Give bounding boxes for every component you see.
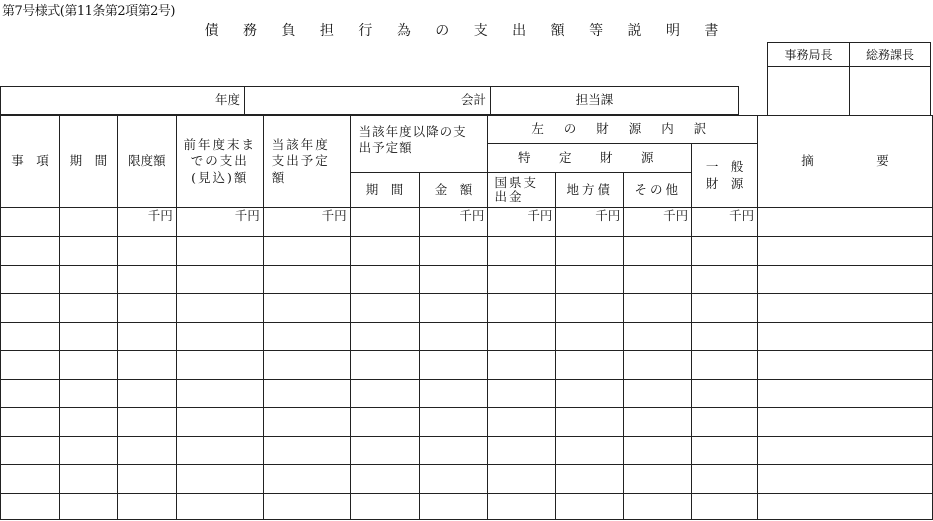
table-cell[interactable]: [419, 237, 488, 266]
table-cell[interactable]: [176, 436, 263, 465]
account-label: 会計: [460, 92, 486, 108]
table-cell[interactable]: [488, 294, 556, 323]
table-cell[interactable]: [263, 351, 350, 380]
table-cell[interactable]: [1, 322, 60, 351]
header-other: その他: [624, 173, 692, 208]
table-cell[interactable]: [758, 237, 933, 266]
table-cell[interactable]: [117, 379, 176, 408]
table-cell[interactable]: [758, 436, 933, 465]
table-cell[interactable]: [263, 322, 350, 351]
document-title: 債 務 負 担 行 為 の 支 出 額 等 説 明 書: [204, 23, 729, 39]
table-cell[interactable]: [758, 408, 933, 437]
table-cell[interactable]: [59, 436, 117, 465]
approval-section-chief-stamp-area[interactable]: [850, 67, 930, 115]
table-cell[interactable]: [350, 237, 419, 266]
table-cell[interactable]: [419, 379, 488, 408]
cell-after-amount-unit[interactable]: 千円: [419, 208, 488, 237]
header-after-amount: 金 額: [419, 173, 488, 208]
table-row: [1, 294, 933, 323]
cell-remarks[interactable]: [758, 208, 933, 237]
table-cell[interactable]: [117, 351, 176, 380]
cell-subsidy-unit[interactable]: 千円: [488, 208, 556, 237]
table-cell[interactable]: [59, 351, 117, 380]
table-cell[interactable]: [556, 408, 624, 437]
table-cell[interactable]: [692, 322, 758, 351]
table-cell[interactable]: [117, 465, 176, 494]
fiscal-year-label: 年度: [214, 92, 240, 108]
table-cell[interactable]: [624, 436, 692, 465]
table-cell[interactable]: [556, 351, 624, 380]
table-row: [1, 208, 933, 237]
table-cell[interactable]: [488, 465, 556, 494]
table-cell[interactable]: [556, 493, 624, 519]
table-cell[interactable]: [758, 322, 933, 351]
table-cell[interactable]: [556, 436, 624, 465]
table-cell[interactable]: [624, 265, 692, 294]
header-period: 期 間: [59, 116, 117, 208]
table-cell[interactable]: [488, 351, 556, 380]
table-cell[interactable]: [1, 379, 60, 408]
table-row: [1, 436, 933, 465]
table-cell[interactable]: [1, 436, 60, 465]
table-cell[interactable]: [758, 294, 933, 323]
table-cell[interactable]: [176, 408, 263, 437]
table-cell[interactable]: [263, 408, 350, 437]
header-local-bond: 地方債: [556, 173, 624, 208]
table-cell[interactable]: [117, 265, 176, 294]
table-cell[interactable]: [176, 379, 263, 408]
table-cell[interactable]: [117, 294, 176, 323]
header-general-funding: 一 般 財 源: [692, 144, 758, 208]
table-cell[interactable]: [350, 465, 419, 494]
table-cell[interactable]: [624, 237, 692, 266]
cell-current-year-unit[interactable]: 千円: [263, 208, 350, 237]
table-cell[interactable]: [624, 408, 692, 437]
table-cell[interactable]: [176, 265, 263, 294]
table-cell[interactable]: [117, 493, 176, 519]
cell-period[interactable]: [59, 208, 117, 237]
table-cell[interactable]: [350, 493, 419, 519]
cell-after-period[interactable]: [350, 208, 419, 237]
form-number-label: 第7号様式(第11条第2項第2号): [2, 4, 175, 19]
table-cell[interactable]: [556, 237, 624, 266]
table-cell[interactable]: [692, 294, 758, 323]
header-prev-year-expenditure: 前年度末までの支出(見込)額: [176, 116, 263, 208]
table-cell[interactable]: [59, 294, 117, 323]
table-cell[interactable]: [692, 265, 758, 294]
cell-limit-unit[interactable]: 千円: [117, 208, 176, 237]
table-cell[interactable]: [556, 322, 624, 351]
table-cell[interactable]: [556, 379, 624, 408]
table-cell[interactable]: [176, 465, 263, 494]
table-cell[interactable]: [419, 351, 488, 380]
table-cell[interactable]: [624, 493, 692, 519]
table-cell[interactable]: [176, 294, 263, 323]
table-cell[interactable]: [263, 493, 350, 519]
approval-director-header: 事務局長: [768, 43, 850, 67]
table-cell[interactable]: [1, 493, 60, 519]
table-cell[interactable]: [59, 237, 117, 266]
table-cell[interactable]: [758, 265, 933, 294]
table-cell[interactable]: [1, 351, 60, 380]
table-cell[interactable]: [263, 294, 350, 323]
table-cell[interactable]: [59, 379, 117, 408]
table-cell[interactable]: [624, 379, 692, 408]
table-cell[interactable]: [556, 465, 624, 494]
header-after-period: 期 間: [350, 173, 419, 208]
table-cell[interactable]: [692, 408, 758, 437]
table-cell[interactable]: [692, 465, 758, 494]
table-cell[interactable]: [624, 465, 692, 494]
info-row-table: [0, 86, 739, 115]
table-cell[interactable]: [1, 465, 60, 494]
header-after-current-year: 当該年度以降の支出予定額: [350, 116, 488, 173]
table-cell[interactable]: [117, 322, 176, 351]
table-row: [1, 408, 933, 437]
table-row: [1, 265, 933, 294]
table-cell[interactable]: [176, 493, 263, 519]
table-cell[interactable]: [419, 322, 488, 351]
header-national-prefectural-subsidy: 国県支出金: [488, 173, 556, 208]
header-item: 事 項: [1, 116, 60, 208]
table-cell[interactable]: [176, 351, 263, 380]
table-cell[interactable]: [692, 379, 758, 408]
table-cell[interactable]: [419, 436, 488, 465]
table-row: [1, 322, 933, 351]
table-cell[interactable]: [350, 436, 419, 465]
table-cell[interactable]: [692, 237, 758, 266]
table-row: [1, 493, 933, 519]
cell-item[interactable]: [1, 208, 60, 237]
table-cell[interactable]: [176, 322, 263, 351]
table-cell[interactable]: [350, 294, 419, 323]
obligation-expenditure-table: [0, 115, 933, 520]
table-cell[interactable]: [758, 465, 933, 494]
table-cell[interactable]: [59, 265, 117, 294]
table-cell[interactable]: [624, 351, 692, 380]
table-cell[interactable]: [488, 322, 556, 351]
table-cell[interactable]: [419, 465, 488, 494]
table-cell[interactable]: [556, 265, 624, 294]
table-cell[interactable]: [117, 436, 176, 465]
table-cell[interactable]: [263, 436, 350, 465]
table-cell[interactable]: [263, 237, 350, 266]
table-cell[interactable]: [350, 351, 419, 380]
table-cell[interactable]: [488, 265, 556, 294]
table-cell[interactable]: [419, 265, 488, 294]
table-cell[interactable]: [488, 493, 556, 519]
table-cell[interactable]: [488, 379, 556, 408]
table-cell[interactable]: [1, 237, 60, 266]
approval-box: [767, 42, 931, 116]
table-cell[interactable]: [350, 322, 419, 351]
account-field[interactable]: [245, 87, 491, 115]
fiscal-year-field[interactable]: [1, 87, 245, 115]
table-cell[interactable]: [488, 237, 556, 266]
table-row: [1, 237, 933, 266]
table-cell[interactable]: [758, 379, 933, 408]
table-cell[interactable]: [350, 379, 419, 408]
department-field[interactable]: [491, 87, 739, 115]
table-cell[interactable]: [350, 408, 419, 437]
cell-other-unit[interactable]: 千円: [624, 208, 692, 237]
table-row: [1, 465, 933, 494]
table-cell[interactable]: [59, 408, 117, 437]
header-remarks: 摘 要: [758, 116, 933, 208]
table-cell[interactable]: [556, 294, 624, 323]
table-cell[interactable]: [624, 294, 692, 323]
cell-general-unit[interactable]: 千円: [692, 208, 758, 237]
table-cell[interactable]: [117, 237, 176, 266]
header-current-year-planned: 当該年度支出予定額: [263, 116, 350, 208]
header-limit-amount: 限度額: [117, 116, 176, 208]
table-cell[interactable]: [419, 408, 488, 437]
table-cell[interactable]: [692, 493, 758, 519]
table-cell[interactable]: [692, 436, 758, 465]
table-cell[interactable]: [350, 265, 419, 294]
table-cell[interactable]: [624, 322, 692, 351]
table-cell[interactable]: [59, 465, 117, 494]
header-specific-funding: 特 定 財 源: [488, 144, 692, 173]
table-cell[interactable]: [59, 322, 117, 351]
approval-director-stamp-area[interactable]: [768, 67, 850, 115]
table-cell[interactable]: [419, 493, 488, 519]
table-cell[interactable]: [117, 408, 176, 437]
table-cell[interactable]: [1, 294, 60, 323]
table-cell[interactable]: [1, 408, 60, 437]
table-cell[interactable]: [758, 493, 933, 519]
table-cell[interactable]: [488, 436, 556, 465]
table-cell[interactable]: [419, 294, 488, 323]
table-cell[interactable]: [1, 265, 60, 294]
table-cell[interactable]: [263, 265, 350, 294]
header-funding-breakdown: 左 の 財 源 内 訳: [488, 116, 758, 144]
table-row: [1, 351, 933, 380]
approval-section-chief-header: 総務課長: [850, 43, 930, 67]
table-cell[interactable]: [488, 408, 556, 437]
table-cell[interactable]: [692, 351, 758, 380]
cell-local-bond-unit[interactable]: 千円: [556, 208, 624, 237]
table-row: [1, 379, 933, 408]
table-cell[interactable]: [59, 493, 117, 519]
cell-prev-year-unit[interactable]: 千円: [176, 208, 263, 237]
department-label: 担当課: [575, 92, 614, 108]
table-cell[interactable]: [176, 237, 263, 266]
table-cell[interactable]: [758, 351, 933, 380]
table-cell[interactable]: [263, 379, 350, 408]
table-cell[interactable]: [263, 465, 350, 494]
